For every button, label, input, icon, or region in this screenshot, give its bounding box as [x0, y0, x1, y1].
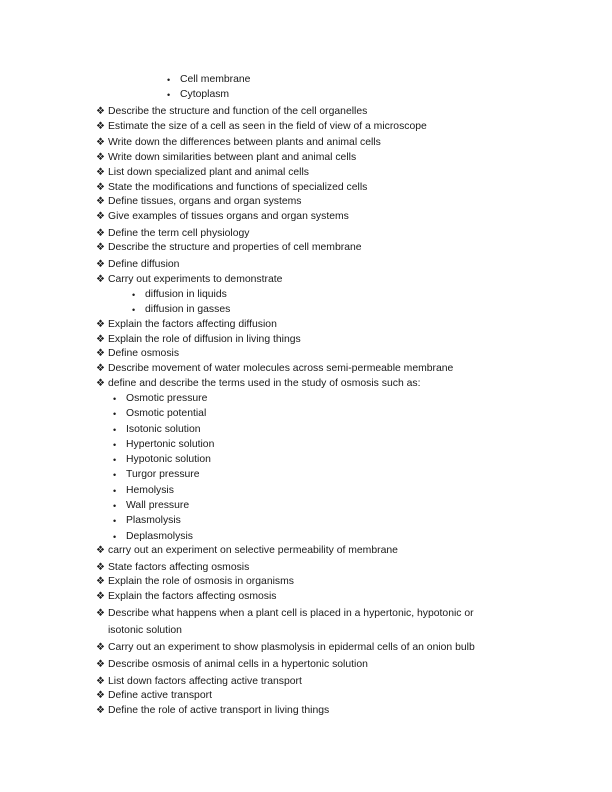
list-item — [167, 89, 230, 101]
diamond-bullet-icon: ❖ — [96, 182, 105, 193]
list-item-text: carry out an experiment on selective permeability of membrane — [108, 545, 398, 556]
list-item — [96, 228, 250, 240]
diamond-bullet-icon: ❖ — [96, 167, 105, 178]
list-item-text: Hypertonic solution — [126, 439, 215, 450]
list-item — [96, 211, 349, 223]
diamond-bullet-icon: ❖ — [96, 348, 105, 359]
list-item-text: Give examples of tissues organs and organ systems — [108, 211, 349, 222]
diamond-bullet-icon: ❖ — [96, 545, 105, 556]
list-item — [96, 167, 309, 179]
list-item-text: Define tissues, organs and organ systems — [108, 196, 302, 207]
list-item-text: State the modifications and functions of specialized cells — [108, 182, 368, 193]
diamond-bullet-icon: ❖ — [96, 659, 105, 670]
bullet-icon: • — [113, 394, 117, 404]
bullet-icon: • — [132, 290, 136, 300]
list-item — [96, 242, 362, 254]
diamond-bullet-icon: ❖ — [96, 274, 105, 285]
list-item-text: Define active transport — [108, 690, 212, 701]
list-item — [113, 469, 200, 481]
bullet-icon: • — [113, 409, 117, 419]
list-item — [96, 334, 301, 346]
list-item-text: Explain the role of diffusion in living things — [108, 334, 301, 345]
list-item-text: State factors affecting osmosis — [108, 562, 250, 573]
list-item-text: Hypotonic solution — [126, 454, 211, 465]
list-item — [113, 393, 208, 405]
list-item — [96, 196, 302, 208]
list-item-text: Write down the differences between plants and animal cells — [108, 137, 381, 148]
diamond-bullet-icon: ❖ — [96, 378, 105, 389]
list-item-text: Define osmosis — [108, 348, 180, 359]
bullet-icon: • — [167, 90, 171, 100]
diamond-bullet-icon: ❖ — [96, 363, 105, 374]
list-item-text: Explain the factors affecting diffusion — [108, 319, 277, 330]
list-item — [96, 545, 398, 557]
list-item-text: Write down similarities between plant and animal cells — [108, 152, 357, 163]
diamond-bullet-icon: ❖ — [96, 152, 105, 163]
list-item — [96, 182, 368, 194]
list-item-text: diffusion in gasses — [145, 304, 231, 315]
list-item — [96, 363, 454, 375]
bullet-icon: • — [113, 486, 117, 496]
list-item — [96, 259, 180, 271]
diamond-bullet-icon: ❖ — [96, 137, 105, 148]
diamond-bullet-icon: ❖ — [96, 121, 105, 132]
diamond-bullet-icon: ❖ — [96, 676, 105, 687]
list-item — [96, 137, 381, 149]
bullet-icon: • — [113, 516, 117, 526]
list-item-text: Plasmolysis — [126, 515, 181, 526]
bullet-icon: • — [113, 455, 117, 465]
diamond-bullet-icon: ❖ — [96, 228, 105, 239]
list-item-text: Describe what happens when a plant cell is placed in a hypertonic, hypotonic or — [108, 608, 474, 619]
list-item-text: define and describe the terms used in the study of osmosis such as: — [108, 378, 421, 389]
list-item — [96, 152, 357, 164]
diamond-bullet-icon: ❖ — [96, 259, 105, 270]
list-item-text: isotonic solution — [108, 625, 182, 636]
list-item — [96, 378, 421, 390]
list-item-text: diffusion in liquids — [145, 289, 227, 300]
list-item — [113, 439, 215, 451]
diamond-bullet-icon: ❖ — [96, 242, 105, 253]
list-item-text: Isotonic solution — [126, 424, 201, 435]
diamond-bullet-icon: ❖ — [96, 608, 105, 619]
list-item-text: Define the term cell physiology — [108, 228, 250, 239]
list-item — [96, 562, 250, 574]
list-item-text: Describe movement of water molecules across semi-permeable membrane — [108, 363, 454, 374]
list-item-text: Cell membrane — [180, 74, 251, 85]
list-item — [113, 515, 181, 527]
list-item-text: Define diffusion — [108, 259, 180, 270]
list-item — [113, 454, 211, 466]
list-item-text: Carry out experiments to demonstrate — [108, 274, 283, 285]
list-item — [132, 304, 231, 316]
list-item-text: Describe the structure and function of the cell organelles — [108, 106, 368, 117]
bullet-icon: • — [113, 470, 117, 480]
list-item — [96, 121, 427, 133]
diamond-bullet-icon: ❖ — [96, 576, 105, 587]
list-item-text: Describe the structure and properties of cell membrane — [108, 242, 362, 253]
list-item — [96, 106, 368, 118]
list-item — [132, 289, 227, 301]
list-item-text: Explain the role of osmosis in organisms — [108, 576, 294, 587]
bullet-icon: • — [167, 75, 171, 85]
list-item-text: Carry out an experiment to show plasmolysis in epidermal cells of an onion bulb — [108, 642, 475, 653]
diamond-bullet-icon: ❖ — [96, 196, 105, 207]
list-item — [113, 485, 174, 497]
list-item — [96, 676, 302, 688]
list-item — [96, 642, 475, 654]
bullet-icon: • — [132, 305, 136, 315]
list-item — [113, 531, 193, 543]
list-item — [113, 424, 201, 436]
list-item-text: Deplasmolysis — [126, 531, 193, 542]
list-item-text: Turgor pressure — [126, 469, 200, 480]
diamond-bullet-icon: ❖ — [96, 106, 105, 117]
list-item — [96, 705, 330, 717]
list-item — [96, 319, 277, 331]
bullet-icon: • — [113, 425, 117, 435]
list-item — [113, 408, 207, 420]
list-item — [96, 274, 283, 286]
list-item — [96, 659, 368, 671]
list-item-text: Osmotic pressure — [126, 393, 208, 404]
diamond-bullet-icon: ❖ — [96, 562, 105, 573]
list-item-text: Hemolysis — [126, 485, 174, 496]
list-item-text: Describe osmosis of animal cells in a hypertonic solution — [108, 659, 368, 670]
list-item — [108, 625, 182, 637]
list-item-text: Define the role of active transport in living things — [108, 705, 330, 716]
list-item-text: Cytoplasm — [180, 89, 230, 100]
bullet-icon: • — [113, 440, 117, 450]
diamond-bullet-icon: ❖ — [96, 690, 105, 701]
list-item-text: Estimate the size of a cell as seen in the field of view of a microscope — [108, 121, 427, 132]
list-item — [96, 608, 474, 620]
list-item — [96, 576, 294, 588]
bullet-icon: • — [113, 532, 117, 542]
diamond-bullet-icon: ❖ — [96, 591, 105, 602]
list-item — [96, 591, 277, 603]
list-item-text: Wall pressure — [126, 500, 190, 511]
list-item — [96, 348, 180, 360]
list-item-text: Explain the factors affecting osmosis — [108, 591, 277, 602]
list-item-text: List down specialized plant and animal cells — [108, 167, 309, 178]
list-item-text: List down factors affecting active transport — [108, 676, 302, 687]
diamond-bullet-icon: ❖ — [96, 642, 105, 653]
list-item — [96, 690, 212, 702]
list-item — [113, 500, 190, 512]
diamond-bullet-icon: ❖ — [96, 319, 105, 330]
diamond-bullet-icon: ❖ — [96, 211, 105, 222]
bullet-icon: • — [113, 501, 117, 511]
diamond-bullet-icon: ❖ — [96, 705, 105, 716]
list-item-text: Osmotic potential — [126, 408, 207, 419]
list-item — [167, 74, 251, 86]
diamond-bullet-icon: ❖ — [96, 334, 105, 345]
